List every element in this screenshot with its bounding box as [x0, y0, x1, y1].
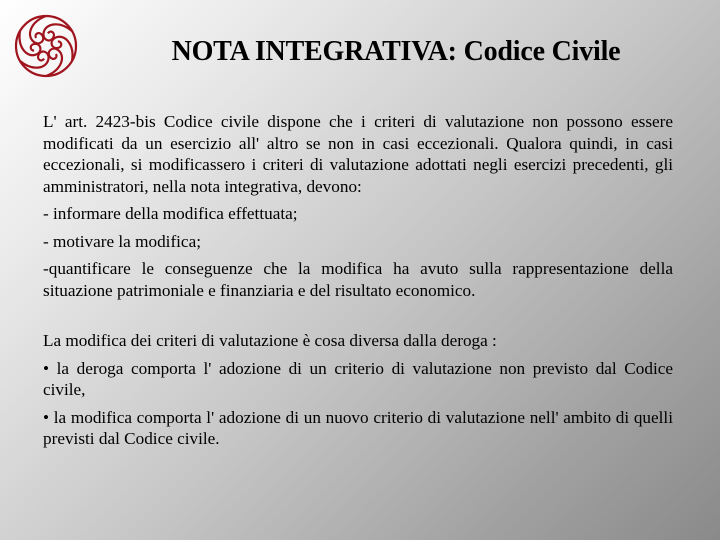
comparison-intro: La modifica dei criteri di valutazione è cosa diversa dalla deroga : — [43, 331, 497, 350]
bullet-deroga: • la deroga comporta l' adozione di un criterio di valutazione non previsto dal Codice civile, — [43, 358, 673, 399]
intro-paragraph: L' art. 2423-bis Codice civile dispone che i criteri di valutazione non possono essere modificati da un esercizio all' altro se non in casi eccezionali. Qualora quindi, in casi eccezionali, si modificassero i criteri di valutazione adottati negli esercizi precedenti, gli amministratori, nella nota integrativa, devono: — [43, 112, 673, 196]
slide-title: NOTA INTEGRATIVA: Codice Civile — [171, 36, 621, 67]
bullet-modifica: • la modifica comporta l' adozione di un nuovo criterio di valutazione nell' ambito di quelli previsti dal Codice civile. — [43, 407, 673, 448]
list-item-quantify: -quantificare le conseguenze che la modifica ha avuto sulla rappresentazione della situazione patrimoniale e finanziaria e del risultato economico. — [43, 259, 673, 300]
slide-body — [43, 111, 673, 450]
list-item-inform: - informare della modifica effettuata; — [43, 204, 298, 223]
list-item-motivate: - motivare la modifica; — [43, 231, 201, 251]
